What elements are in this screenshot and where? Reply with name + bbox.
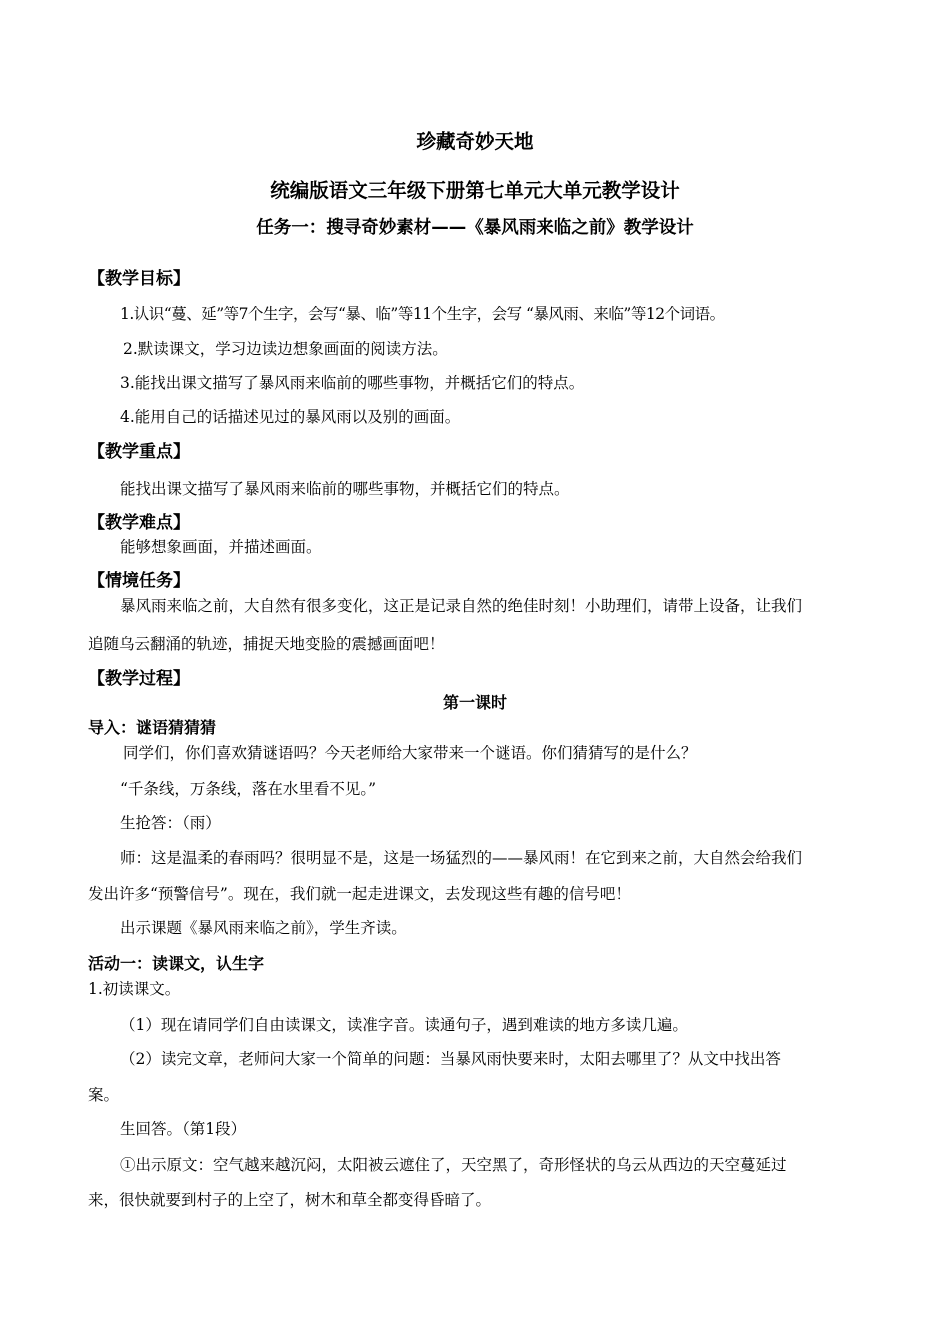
- key-point-heading: 【教学重点】: [88, 442, 190, 462]
- goal-item-2: 2.默读课文，学习边读边想象画面的阅读方法。: [123, 340, 448, 358]
- process-heading: 【教学过程】: [88, 669, 190, 689]
- goal-item-3: 3.能找出课文描写了暴风雨来临前的哪些事物，并概括它们的特点。: [120, 374, 585, 392]
- document-title: 珍藏奇妙天地: [416, 130, 534, 153]
- activity1-heading: 活动一：读课文，认生字: [88, 954, 265, 973]
- scenario-text-line2: 追随乌云翻涌的轨迹，捕捉天地变脸的震撼画面吧！: [88, 635, 445, 653]
- riddle-text: “千条线，万条线，落在水里看不见。”: [120, 780, 377, 798]
- goal-item-1: 1.认识“蔓、延”等7个生字，会写“暴、临”等11个生字，会写 “暴风雨、来临”等12个词语。: [120, 305, 725, 323]
- goals-heading: 【教学目标】: [88, 269, 190, 289]
- document-subtitle: 统编版语文三年级下册第七单元大单元教学设计: [270, 179, 680, 202]
- key-point-text: 能找出课文描写了暴风雨来临前的哪些事物，并概括它们的特点。: [120, 480, 570, 498]
- student-answer-paragraph: 生回答。（第1段）: [120, 1120, 247, 1138]
- goal-item-4: 4.能用自己的话描述见过的暴风雨以及别的画面。: [120, 408, 461, 426]
- teacher-line-1: 师：这是温柔的春雨吗？很明显不是，这是一场猛烈的——暴风雨！在它到来之前，大自然会给我们: [120, 849, 803, 867]
- lesson-title: 第一课时: [442, 693, 507, 712]
- student-answer: 生抢答：（雨）: [120, 814, 221, 832]
- scenario-heading: 【情境任务】: [88, 571, 190, 591]
- quote-line-2: 来，很快就要到村子的上空了，树木和草全都变得昏暗了。: [88, 1191, 492, 1209]
- activity1-substep-2-line2: 案。: [88, 1086, 120, 1104]
- activity1-substep-1: （1）现在请同学们自由读课文，读准字音。读通句子，遇到难读的地方多读几遍。: [120, 1016, 688, 1034]
- task-title: 任务一：搜寻奇妙素材——《暴风雨来临之前》教学设计: [256, 218, 694, 238]
- intro-paragraph-1: 同学们，你们喜欢猜谜语吗？今天老师给大家带来一个谜语。你们猜猜写的是什么？: [123, 744, 697, 762]
- scenario-text-line1: 暴风雨来临之前，大自然有很多变化，这正是记录自然的绝佳时刻！小助理们，请带上设备，让我们: [120, 597, 803, 615]
- quote-line-1: ①出示原文：空气越来越沉闷，太阳被云遮住了，天空黑了，奇形怪状的乌云从西边的天空蔓延过: [120, 1156, 787, 1174]
- activity1-step1: 1.初读课文。: [88, 980, 181, 998]
- show-title-text: 出示课题《暴风雨来临之前》，学生齐读。: [120, 919, 407, 937]
- difficulty-heading: 【教学难点】: [88, 513, 190, 533]
- activity1-substep-2-line1: （2）读完文章，老师问大家一个简单的问题：当暴风雨快要来时，太阳去哪里了？从文中找出答: [120, 1050, 781, 1068]
- teacher-line-2: 发出许多“预警信号”。现在，我们就一起走进课文，去发现这些有趣的信号吧！: [88, 885, 631, 903]
- difficulty-text: 能够想象画面，并描述画面。: [120, 538, 322, 556]
- intro-heading: 导入：谜语猜猜猜: [88, 718, 217, 737]
